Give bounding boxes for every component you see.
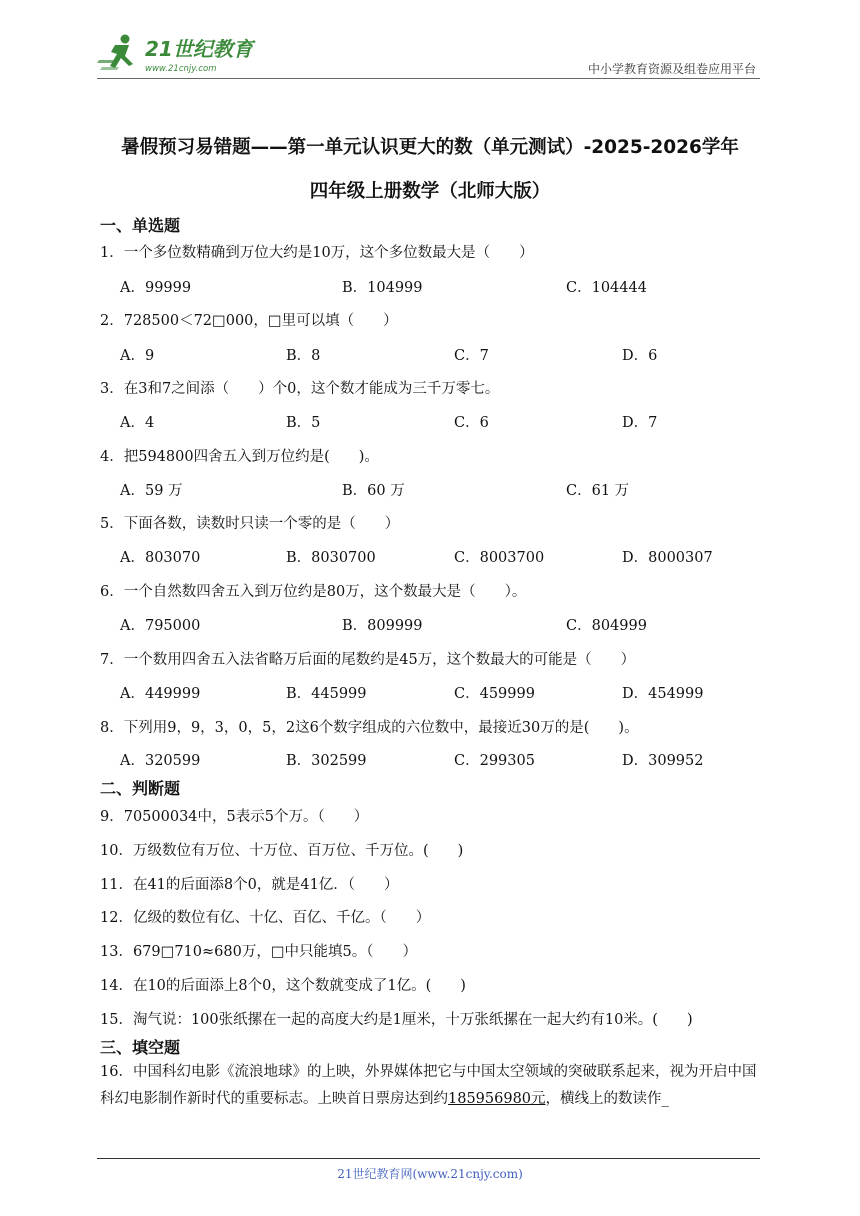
page-header [97, 30, 760, 80]
logo-text: 21世纪教育 [145, 37, 253, 61]
option: B．104999 [342, 280, 423, 296]
question-text: 8．下列用9，9，3，0，5，2这6个数字组成的六位数中，最接近30万的是( )。 [100, 720, 639, 736]
option: A．9 [120, 348, 155, 364]
footer-text: 21世纪教育网(www.21cnjy.com) [337, 1167, 523, 1181]
option: A．449999 [120, 686, 201, 702]
judge-question: 10．万级数位有万位、十万位、百万位、千万位。( ) [100, 843, 464, 859]
judge-question: 11．在41的后面添8个0，就是41亿．（ ） [100, 877, 399, 893]
option: C．299305 [454, 753, 535, 769]
option: C．104444 [566, 280, 647, 296]
option: D．309952 [622, 753, 704, 769]
option: C．8003700 [454, 550, 545, 566]
question-text: 3．在3和7之间添（ ）个0，这个数才能成为三千万零七。 [100, 381, 500, 397]
section-heading-single-choice: 一、单选题 [100, 216, 181, 235]
option: D．6 [622, 348, 658, 364]
option: D．8000307 [622, 550, 713, 566]
option: B．5 [286, 415, 321, 431]
option: C．804999 [566, 618, 647, 634]
site-logo [97, 30, 267, 78]
judge-question: 14．在10的后面添上8个0，这个数就变成了1亿。( ) [100, 978, 466, 994]
option: B．8030700 [286, 550, 376, 566]
judge-question: 15．淘气说：100张纸摞在一起的高度大约是1厘米，十万张纸摞在一起大约有10米。( ) [100, 1012, 693, 1028]
question-text: 4．把594800四舍五入到万位约是( )。 [100, 449, 379, 465]
page-title-line2: 四年级上册数学（北师大版） [309, 181, 551, 202]
section-heading-true-false: 二、判断题 [100, 779, 181, 798]
question-text: 1．一个多位数精确到万位大约是10万，这个多位数最大是（ ） [100, 245, 534, 261]
question-text: 2．728500＜72□000，□里可以填（ ） [100, 313, 398, 329]
option: B．60 万 [342, 483, 405, 499]
option: A．99999 [120, 280, 192, 296]
section-heading-fill-blank: 三、填空题 [100, 1038, 181, 1057]
option: A．59 万 [120, 483, 183, 499]
option: A．320599 [120, 753, 201, 769]
option: A．803070 [120, 550, 201, 566]
footer-divider [97, 1158, 760, 1159]
fill-question-text: 16．中国科幻电影《流浪地球》的上映，外界媒体把它与中国太空领域的突破联系起来，视为开启中国科幻电影制作新时代的重要标志。上映首日票房达到约 [100, 1064, 757, 1107]
judge-question: 12．亿级的数位有亿、十亿、百亿、千亿。（ ） [100, 910, 431, 926]
option: C．7 [454, 348, 489, 364]
header-platform-text: 中小学教育资源及组卷应用平台 [587, 62, 756, 76]
option: A．4 [120, 415, 155, 431]
option: B．8 [286, 348, 321, 364]
option: D．454999 [622, 686, 704, 702]
logo-url: www.21cnjy.com [145, 64, 217, 74]
page-title-line1: 暑假预习易错题——第一单元认识更大的数（单元测试）-2025-2026学年 [121, 137, 739, 158]
runner-icon [97, 35, 133, 71]
question-text: 7．一个数用四舍五入法省略万后面的尾数约是45万，这个数最大的可能是（ ） [100, 652, 636, 668]
option: D．7 [622, 415, 658, 431]
fill-question [100, 1059, 762, 1113]
header-divider [97, 78, 760, 79]
judge-question: 13．679□710≈680万，□中只能填5。（ ） [100, 944, 418, 960]
underlined-number: 185956980元 [448, 1091, 546, 1107]
option: C．459999 [454, 686, 535, 702]
question-text: 6．一个自然数四舍五入到万位约是80万，这个数最大是（ ）。 [100, 584, 527, 600]
question-text: 5．下面各数，读数时只读一个零的是（ ） [100, 516, 400, 532]
option: A．795000 [120, 618, 201, 634]
option: B．302599 [286, 753, 367, 769]
option: B．445999 [286, 686, 367, 702]
judge-question: 9．70500034中，5表示5个万。（ ） [100, 809, 369, 825]
fill-question-blank: ，横线上的数读作_ [545, 1091, 669, 1107]
option: C．6 [454, 415, 489, 431]
option: C．61 万 [566, 483, 630, 499]
option: B．809999 [342, 618, 423, 634]
